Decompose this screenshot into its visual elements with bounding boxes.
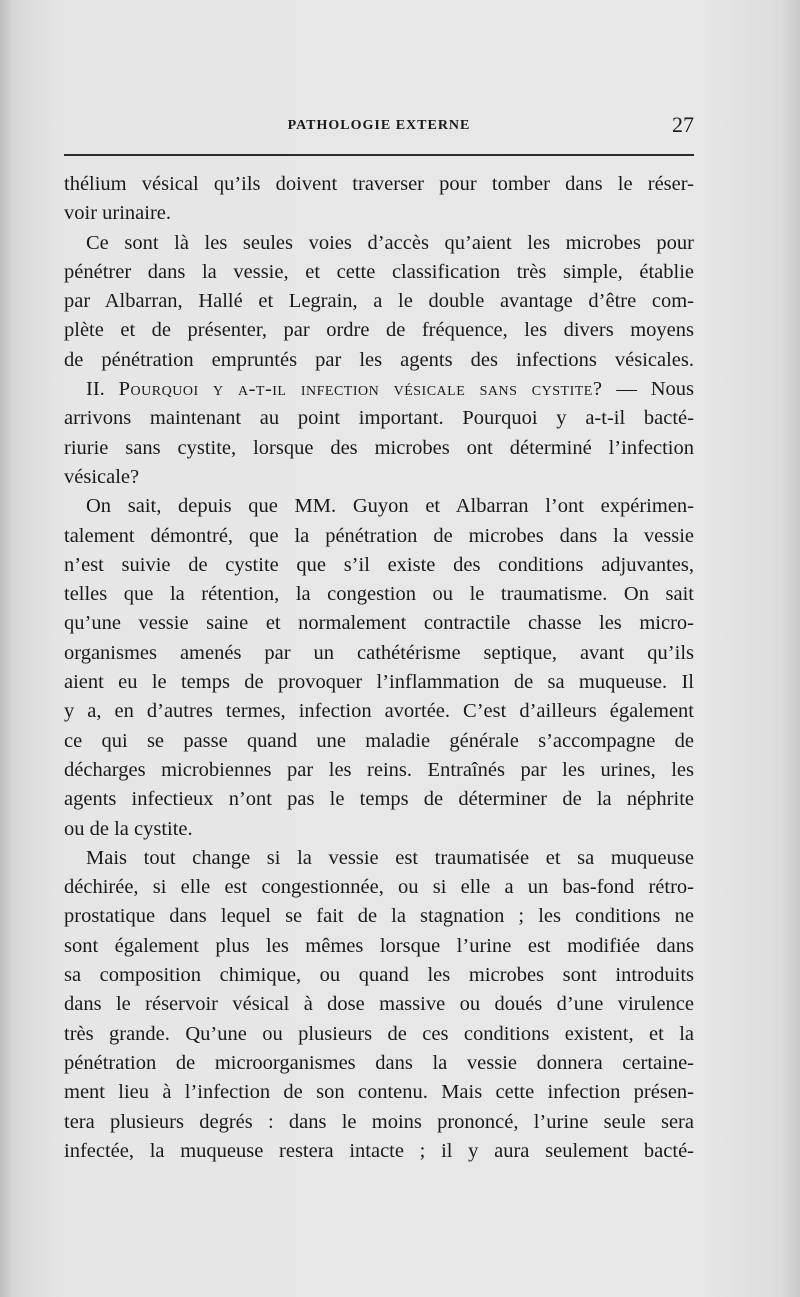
text-line: sont également plus les mêmes lorsque l’urine est modifiée dans bbox=[64, 934, 694, 957]
text-line: tera plusieurs degrés : dans le moins prononcé, l’urine seule sera bbox=[64, 1110, 694, 1133]
running-head bbox=[64, 112, 694, 138]
text-line: Ce sont là les seules voies d’accès qu’aient les microbes pour bbox=[86, 231, 694, 254]
text-line: n’est suivie de cystite que s’il existe des conditions adjuvantes, bbox=[64, 553, 694, 576]
text-line: plète et de présenter, par ordre de fréquence, les divers moyens bbox=[64, 319, 694, 342]
text-line: Mais tout change si la vessie est traumatisée et sa muqueuse bbox=[86, 846, 694, 869]
text-line: voir urinaire. bbox=[64, 202, 172, 225]
section-lead: — Nous bbox=[616, 378, 694, 401]
text-line: agents infectieux n’ont pas le temps de déterminer de la néphrite bbox=[64, 788, 694, 811]
header-rule bbox=[64, 154, 694, 156]
text-line: riurie sans cystite, lorsque des microbes ont déterminé l’infection bbox=[64, 436, 694, 459]
text-line: très grande. Qu’une ou plusieurs de ces conditions existent, et la bbox=[64, 1022, 694, 1045]
page-number: 27 bbox=[672, 112, 694, 137]
text-line: prostatique dans lequel se fait de la stagnation ; les conditions ne bbox=[64, 905, 694, 928]
text-line: y a, en d’autres termes, infection avortée. C’est d’ailleurs également bbox=[64, 700, 694, 723]
text-line: aient eu le temps de provoquer l’inflammation de sa muqueuse. Il bbox=[64, 671, 694, 694]
text-line: pénétration de microorganismes dans la vessie donnera certaine- bbox=[64, 1051, 694, 1074]
text-line: talement démontré, que la pénétration de microbes dans la vessie bbox=[64, 524, 694, 547]
body-text bbox=[64, 170, 694, 1166]
text-line: de pénétration empruntés par les agents des infections vésicales. bbox=[64, 348, 694, 371]
text-line: ment lieu à l’infection de son contenu. Mais cette infection présen- bbox=[64, 1081, 694, 1104]
section-heading: Pourquoi y a-t-il infection vésicale sans cystite? bbox=[118, 378, 603, 401]
section-heading-line bbox=[64, 375, 694, 404]
text-line: On sait, depuis que MM. Guyon et Albarran l’ont expérimen- bbox=[86, 495, 694, 518]
text-line: ce qui se passe quand une maladie générale s’accompagne de bbox=[64, 729, 694, 752]
text-line: telles que la rétention, la congestion ou le traumatisme. On sait bbox=[64, 583, 694, 606]
text-line: déchirée, si elle est congestionnée, ou si elle a un bas-fond rétro- bbox=[64, 876, 694, 899]
text-line: ou de la cystite. bbox=[64, 817, 193, 840]
text-line: par Albarran, Hallé et Legrain, a le double avantage d’être com- bbox=[64, 290, 694, 313]
text-line: infectée, la muqueuse restera intacte ; il y aura seulement bacté- bbox=[64, 1139, 694, 1162]
text-line: vésicale? bbox=[64, 465, 140, 488]
text-line: organismes amenés par un cathétérisme septique, avant qu’ils bbox=[64, 641, 694, 664]
text-line: sa composition chimique, ou quand les microbes sont introduits bbox=[64, 964, 694, 987]
text-line: dans le réservoir vésical à dose massive ou doués d’une virulence bbox=[64, 993, 694, 1016]
text-line: décharges microbiennes par les reins. Entraînés par les urines, les bbox=[64, 758, 694, 781]
text-line: qu’une vessie saine et normalement contractile chasse les micro- bbox=[64, 612, 694, 635]
text-line: arrivons maintenant au point important. Pourquoi y a-t-il bacté- bbox=[64, 407, 694, 430]
text-line: pénétrer dans la vessie, et cette classification très simple, établie bbox=[64, 260, 694, 283]
section-number: II. bbox=[86, 378, 105, 401]
text-line: thélium vésical qu’ils doivent traverser pour tomber dans le réser- bbox=[64, 173, 694, 195]
running-title: PATHOLOGIE EXTERNE bbox=[287, 118, 471, 133]
